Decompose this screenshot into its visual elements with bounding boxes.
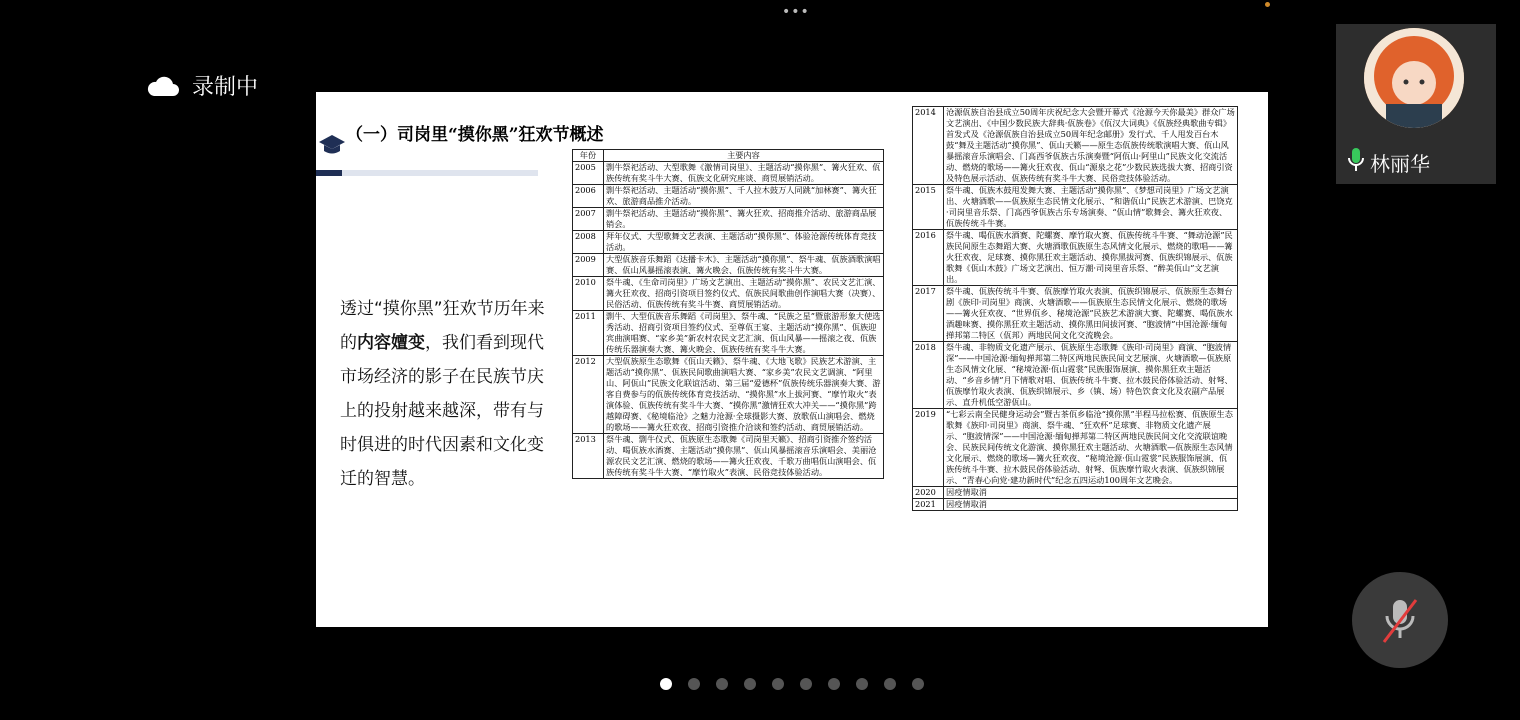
- content-cell: “七彩云南全民健身运动会”暨古茶佤乡临沧“摸你黑”半程马拉松赛、佤族原生态歌舞《族印·司岗里》商演、祭牛魂、“狂欢杯”足球赛、非物质文化遗产展示、“胞波情深”——中国沧源·缅甸掸邦第二特区两地民族民间文化交流联谊晚会、民族民间传统文化游演、摸你黑狂欢主题活动、火塘酒歌—佤族原生态风情文化展示、燃烧的歌场—篝火狂欢夜、“秘境沧源·佤山霓裳”民族服饰展演、佤族传统斗牛赛、拉木鼓民俗体验活动、射弩、佤族摩竹取火表演、佤族织锦展示、“青春心向党·建功新时代”纪念五四运动100周年文艺晚会。: [944, 409, 1238, 487]
- table-body: [573, 162, 884, 479]
- page-dot[interactable]: [800, 678, 812, 690]
- page-dot[interactable]: [772, 678, 784, 690]
- year-cell: 2006: [573, 185, 604, 208]
- table-row: [573, 231, 884, 254]
- graduation-cap-icon: [318, 132, 346, 156]
- year-cell: 2013: [573, 434, 604, 479]
- participant-name: 林丽华: [1370, 152, 1430, 176]
- header-year: 年份: [573, 150, 604, 162]
- table-row: [913, 185, 1238, 230]
- page-dot[interactable]: [856, 678, 868, 690]
- slide-title: （一）司岗里“摸你黑”狂欢节概述: [346, 125, 604, 145]
- page-indicator[interactable]: [660, 678, 924, 690]
- year-cell: 2019: [913, 409, 944, 487]
- content-cell: 祭牛魂、佤族传统斗牛赛、佤族摩竹取火表演、佤族织锦展示、佤族原生态舞台剧《族印·司岗里》商演、火塘酒歌——佤族原生态民情文化展示、燃烧的歌场——篝火狂欢夜、“世界佤乡、秘境沧源”民族艺术游演大赛、陀螺赛、喝佤族水酒趣味赛、摸你黑狂欢主题活动、摸你黑田间拔河赛、“胞波情”中国沧源·缅甸掸邦第二特区（佤邦）两地民间文化交流晚会。: [944, 286, 1238, 342]
- avatar: [1364, 28, 1464, 128]
- content-cell: 祭牛魂、喝佤族水酒赛、陀螺赛、摩竹取火赛、佤族传统斗牛赛、“舞动沧源”民族民间原生态舞蹈大赛、火塘酒歌佤族原生态风情文化展示、燃烧的歌唱——篝火狂欢夜、足球赛、摸你黑狂欢主题活动、摸你黑拔河赛、佤族织锦展示、佤族歌舞《佤山木鼓》广场文艺演出、恒万潮·司岗里音乐祭、“醉美佤山”文艺演出。: [944, 230, 1238, 286]
- page-dot[interactable]: [912, 678, 924, 690]
- year-cell: 2011: [573, 311, 604, 356]
- page-dot[interactable]: [660, 678, 672, 690]
- more-dots-icon[interactable]: •••: [782, 4, 810, 20]
- table-row: [913, 286, 1238, 342]
- page-dot[interactable]: [744, 678, 756, 690]
- content-cell: 祭牛魂、非物质文化遗产展示、佤族原生态歌舞《族印·司岗里》商演、“胞波情深”——中国沧源·缅甸掸邦第二特区两地民族民间文艺展演、火塘酒歌—佤族原生态风情文化展、“秘境沧源·佤山霓裳”民族服饰展演、摸你黑狂欢主题活动、“乡音乡情”月下情歌对唱、佤族传统斗牛赛、拉木鼓民俗体验活动、射弩、佤族摩竹取火表演、佤族织锦展示、乡（镇、场）特色饮食文化及农副产品展示、直升机低空游佤山。: [944, 342, 1238, 409]
- page-dot[interactable]: [828, 678, 840, 690]
- year-cell: 2012: [573, 356, 604, 434]
- table-header-row: [573, 150, 884, 162]
- page-dot[interactable]: [716, 678, 728, 690]
- mic-on-icon: [1346, 146, 1366, 174]
- content-cell: 因疫情取消: [944, 499, 1238, 511]
- table-row: [573, 254, 884, 277]
- mute-toggle-button[interactable]: [1352, 572, 1448, 668]
- body-text-bold: 内容嬗变: [357, 333, 425, 353]
- table-row: [573, 185, 884, 208]
- table-row: [573, 434, 884, 479]
- body-text-part: ，我们看到现代市场经济的影子在民族节庆上的投射越来越深，带有与时俱进的时代因素和文化变迁的智慧。: [340, 333, 544, 489]
- year-cell: 2008: [573, 231, 604, 254]
- title-underline: [316, 170, 538, 176]
- mic-muted-icon: [1378, 594, 1422, 646]
- slide-body-text: [340, 292, 558, 496]
- year-cell: 2016: [913, 230, 944, 286]
- participant-tile[interactable]: [1336, 24, 1496, 184]
- table-row: [913, 342, 1238, 409]
- header-content: 主要内容: [604, 150, 884, 162]
- content-cell: 因疫情取消: [944, 487, 1238, 499]
- year-cell: 2018: [913, 342, 944, 409]
- year-cell: 2009: [573, 254, 604, 277]
- recording-label: 录制中: [192, 75, 259, 100]
- body-text-part: 透过“摸你黑”狂欢节历年来的: [340, 299, 545, 353]
- content-cell: 祭牛魂、佤族木鼓甩发舞大赛、主题活动“摸你黑”、《梦想司岗里》广场文艺演出、火塘酒歌——佤族原生态民情文化展示、“和谐佤山”民族艺术游演、巴饶克·司岗里音乐祭、门高西爷佤族古乐专场演奏、“佤山情”歌舞会、篝火狂欢夜、佤族传统斗牛赛。: [944, 185, 1238, 230]
- year-cell: 2017: [913, 286, 944, 342]
- festival-table-right: [912, 106, 1238, 511]
- shared-slide: [316, 92, 1268, 627]
- year-cell: 2007: [573, 208, 604, 231]
- table-row: [573, 277, 884, 311]
- table-row: [913, 107, 1238, 185]
- content-cell: 沧源佤族自治县成立50周年庆祝纪念大会暨开幕式《沧源今天你最美》群众广场文艺演出、《中国少数民族大辞典·佤族卷》《佤汉大词典》《佤族经典歌曲专辑》首发式及《沧源佤族自治县成立50周年纪念邮册》发行式、千人甩发百台木鼓“舞及主题活动“摸你黑”、佤山天籁——原生态佤族传统歌演唱大赛、佤山风暴摇滚音乐演唱会、门高西爷佤族古乐演奏暨“阿佤山·阿里山”民族文化交流活动、燃烧的歌场——篝火狂欢夜、佤山“源泉之花”少数民族选拔大赛、招商引资及特色展示活动、佤族传统有奖斗牛大赛、民俗竞技体验活动。: [944, 107, 1238, 185]
- content-cell: 大型佤族音乐舞蹈《达播卡木》、主题活动“摸你黑”、祭牛魂、佤族酒歌演唱赛、佤山风暴摇滚表演、篝火晚会、佤族传统有奖斗牛大赛。: [604, 254, 884, 277]
- cloud-icon: [146, 75, 180, 97]
- content-cell: 大型佤族原生态歌舞《佤山天籁》、祭牛魂、《大地飞歌》民族艺术游演、主题活动“摸你黑”、佤族民间歌曲演唱大赛、“家乡美”农民文艺调演、“阿里山、阿佤山”民族文化联谊活动、第三届“爱德杯”佤族传统乐器演奏大赛、游客自费参与的佤族传统体育竞技活动、“摸你黑”水上拔河赛、“摩竹取火”表演体验、佤族传统有奖斗牛大赛、“摸你黑”激情狂欢大冲关——“摸你黑”跨越障碍赛、《秘境临沧》之魅力沧源·全球摄影大赛、放歌佤山演唱会、燃烧的歌场——篝火狂欢夜、招商引资推介洽谈和签约活动、商贸展销活动。: [604, 356, 884, 434]
- year-cell: 2015: [913, 185, 944, 230]
- page-dot[interactable]: [688, 678, 700, 690]
- content-cell: 拜年仪式、大型歌舞文艺表演、主题活动“摸你黑”、体验沧源传统体育竞技活动。: [604, 231, 884, 254]
- year-cell: 2020: [913, 487, 944, 499]
- content-cell: 剽牛、大型佤族音乐舞蹈《司岗里》、祭牛魂、“民族之星”暨旅游形象大使选秀活动、招商引资项目签约仪式、至尊佤王宴、主题活动“摸你黑”、佤族迎宾曲演唱赛、“家乡美”新农村农民文艺汇演、佤山风暴——摇滚之夜、佤族传统乐器演奏大赛、篝火晚会、佤族传统有奖斗牛大赛。: [604, 311, 884, 356]
- year-cell: 2021: [913, 499, 944, 511]
- table-row: [913, 230, 1238, 286]
- table-row: [913, 409, 1238, 487]
- table-row: [573, 162, 884, 185]
- festival-table-left: [572, 149, 884, 479]
- content-cell: 剽牛祭祀活动、大型歌舞《激情司岗里》、主题活动“摸你黑”、篝火狂欢、佤族传统有奖斗牛大赛、佤族文化研究座谈、商贸展销活动。: [604, 162, 884, 185]
- year-cell: 2010: [573, 277, 604, 311]
- content-cell: 剽牛祭祀活动、主题活动“摸你黑”、千人拉木鼓万人同跳“加林赛”、篝火狂欢、旅游商品推介活动。: [604, 185, 884, 208]
- table-row: [913, 499, 1238, 511]
- content-cell: 剽牛祭祀活动、主题活动“摸你黑”、篝火狂欢、招商推介活动、旅游商品展销会。: [604, 208, 884, 231]
- recording-indicator: [146, 70, 258, 101]
- table-row: [913, 487, 1238, 499]
- table-row: [573, 208, 884, 231]
- year-cell: 2005: [573, 162, 604, 185]
- table-body: [913, 107, 1238, 511]
- year-cell: 2014: [913, 107, 944, 185]
- table-row: [573, 356, 884, 434]
- content-cell: 祭牛魂、剽牛仪式、佤族原生态歌舞《司岗里天籁》、招商引资推介签约活动、喝佤族水酒赛、主题活动“摸你黑”、佤山风暴摇滚音乐演唱会、美丽沧源农民文艺汇演、燃烧的歌场——篝火狂欢夜、千歌万曲唱佤山演唱会、佤族传统有奖斗牛大赛、“摩竹取火”表演、民俗竞技体验活动。: [604, 434, 884, 479]
- content-cell: 祭牛魂、《生命司岗里》广场文艺演出、主题活动“摸你黑”、农民文艺汇演、篝火狂欢夜、招商引资项目签约仪式、佤族民间歌曲创作演唱大赛（决赛）、民俗活动、佤族传统有奖斗牛赛、商贸展销活动。: [604, 277, 884, 311]
- table-row: [573, 311, 884, 356]
- page-dot[interactable]: [884, 678, 896, 690]
- status-dot: [1265, 2, 1270, 7]
